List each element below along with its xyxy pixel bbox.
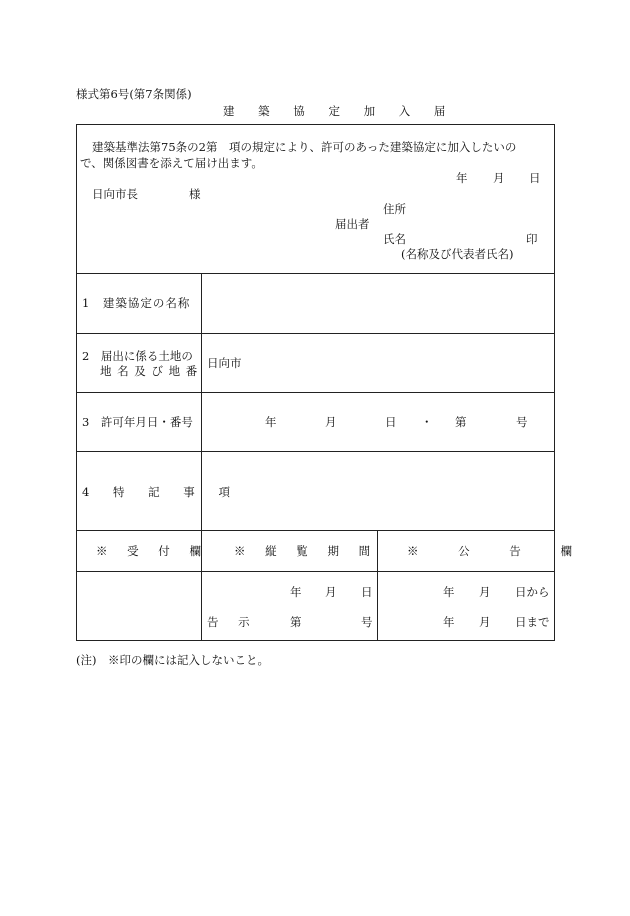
divider (76, 333, 555, 334)
notice-to-year: 年 (443, 615, 455, 629)
reception-column-header: ※ 受 付 欄 (96, 544, 209, 558)
form-number: 様式第6号(第7条関係) (76, 87, 192, 101)
addressee: 日向市長 (92, 187, 138, 201)
footnote: (注) ※印の欄には記入しないこと。 (76, 653, 269, 667)
notice-label: 告 示 (207, 615, 258, 629)
permit-separator: ・ (421, 415, 433, 429)
permit-day-label: 日 (385, 415, 397, 429)
name-label: 氏名 (383, 232, 406, 246)
name-note: (名称及び代表者氏名) (401, 247, 514, 261)
permit-date-number-label: 3 許可年月日・番号 (82, 415, 193, 429)
date-month-label: 月 (493, 171, 505, 185)
divider (76, 273, 555, 274)
seal-label: 印 (526, 232, 538, 246)
permit-number-prefix: 第 (455, 415, 467, 429)
divider (76, 392, 555, 393)
notice-to-day: 日まで (515, 615, 550, 629)
form-title: 建 築 協 定 加 入 届 (223, 104, 456, 118)
divider (76, 571, 555, 572)
notice-from-day: 日から (515, 585, 550, 599)
inspection-month-label: 月 (325, 585, 337, 599)
permit-month-label: 月 (325, 415, 337, 429)
permit-number-suffix: 号 (516, 415, 528, 429)
body-text-line2: で、関係図書を添えて届け出ます。 (80, 156, 263, 170)
applicant-label: 届出者 (335, 217, 370, 231)
permit-year-label: 年 (265, 415, 277, 429)
public-notice-header: ※ 公 告 欄 (407, 544, 590, 558)
notice-number-suffix: 号 (361, 615, 373, 629)
notice-number-prefix: 第 (290, 615, 302, 629)
notice-from-month: 月 (479, 585, 491, 599)
date-day-label: 日 (529, 171, 541, 185)
notice-to-month: 月 (479, 615, 491, 629)
land-location-label-line2: 地 名 及 び 地 番 (100, 364, 199, 378)
land-location-value: 日向市 (207, 356, 242, 370)
special-notes-label: 4 特 記 事 項 (82, 485, 240, 499)
divider (201, 273, 202, 641)
land-location-label-line1: 2 届出に係る土地の (82, 349, 193, 363)
form-frame (76, 124, 555, 641)
address-label: 住所 (383, 202, 406, 216)
date-year-label: 年 (456, 171, 468, 185)
inspection-day-label: 日 (361, 585, 373, 599)
agreement-name-label: 1 建築協定の名称 (82, 296, 191, 310)
inspection-year-label: 年 (290, 585, 302, 599)
notice-from-year: 年 (443, 585, 455, 599)
inspection-period-header: ※ 縦 覧 期 間 (234, 544, 379, 558)
divider (76, 530, 555, 531)
addressee-suffix: 様 (189, 187, 201, 201)
body-text-line1: 建築基準法第75条の2第 項の規定により、許可のあった建築協定に加入したいの (92, 140, 517, 154)
divider (76, 451, 555, 452)
